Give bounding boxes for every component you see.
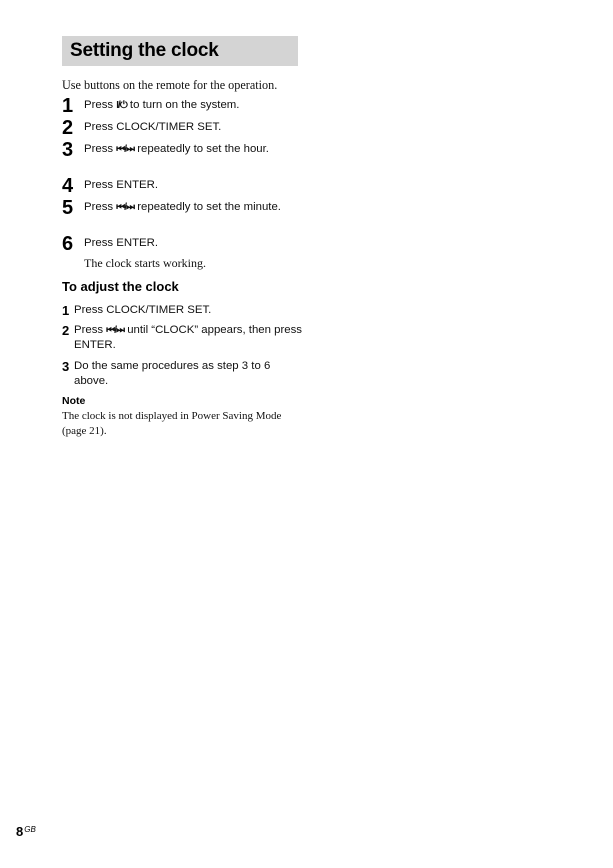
step-number: 5 [62, 197, 74, 219]
step-1 [62, 96, 302, 116]
prev-next-icon: ⏮/⏭ [106, 325, 125, 336]
adjust-step-text: Press CLOCK/TIMER SET. [74, 304, 212, 316]
step-result-note: The clock starts working. [84, 256, 206, 270]
prev-next-icon: ⏮/⏭ [116, 144, 135, 155]
step-text: Press CLOCK/TIMER SET. [84, 121, 222, 133]
step-number: 2 [62, 117, 74, 139]
note-heading: Note [62, 395, 86, 407]
step-number: 6 [62, 233, 74, 255]
step-text: Press ⏮/⏭ repeatedly to set the minute. [84, 201, 281, 213]
prev-next-icon: ⏮/⏭ [116, 202, 135, 213]
adjust-step-number: 1 [62, 303, 70, 318]
section-title-bar [62, 36, 298, 66]
adjust-heading: To adjust the clock [62, 279, 179, 294]
adjust-step-number: 2 [62, 323, 70, 338]
power-icon: I/⏻ [116, 100, 127, 111]
adjust-step-number: 3 [62, 359, 70, 374]
step-5 [62, 198, 302, 218]
page-region-suffix: GB [24, 825, 36, 834]
step-text: Press ENTER. [84, 179, 159, 191]
step-number: 3 [62, 139, 74, 161]
step-4 [62, 176, 302, 196]
step-number: 1 [62, 95, 74, 117]
adjust-step-3 [62, 359, 302, 389]
step-6 [62, 234, 302, 254]
adjust-step-text: Do the same procedures as step 3 to 6 above. [74, 360, 271, 387]
step-text: Press ⏮/⏭ repeatedly to set the hour. [84, 143, 269, 155]
note-body: The clock is not displayed in Power Saving Mode (page 21). [62, 410, 282, 437]
step-text: Press ENTER. [84, 237, 159, 249]
adjust-step-2 [62, 323, 302, 353]
step-text: Press I/⏻ to turn on the system. [84, 99, 240, 111]
page-number: $8^{GB}$ [16, 824, 36, 839]
adjust-step-text: Press ⏮/⏭ until “CLOCK” appears, then press ENTER. [74, 324, 302, 351]
step-3 [62, 140, 302, 160]
section-title: Setting the clock [70, 40, 219, 61]
step-number: 4 [62, 175, 74, 197]
adjust-step-1 [62, 303, 302, 318]
intro-text: Use buttons on the remote for the operation. [62, 78, 278, 92]
step-2 [62, 118, 302, 138]
